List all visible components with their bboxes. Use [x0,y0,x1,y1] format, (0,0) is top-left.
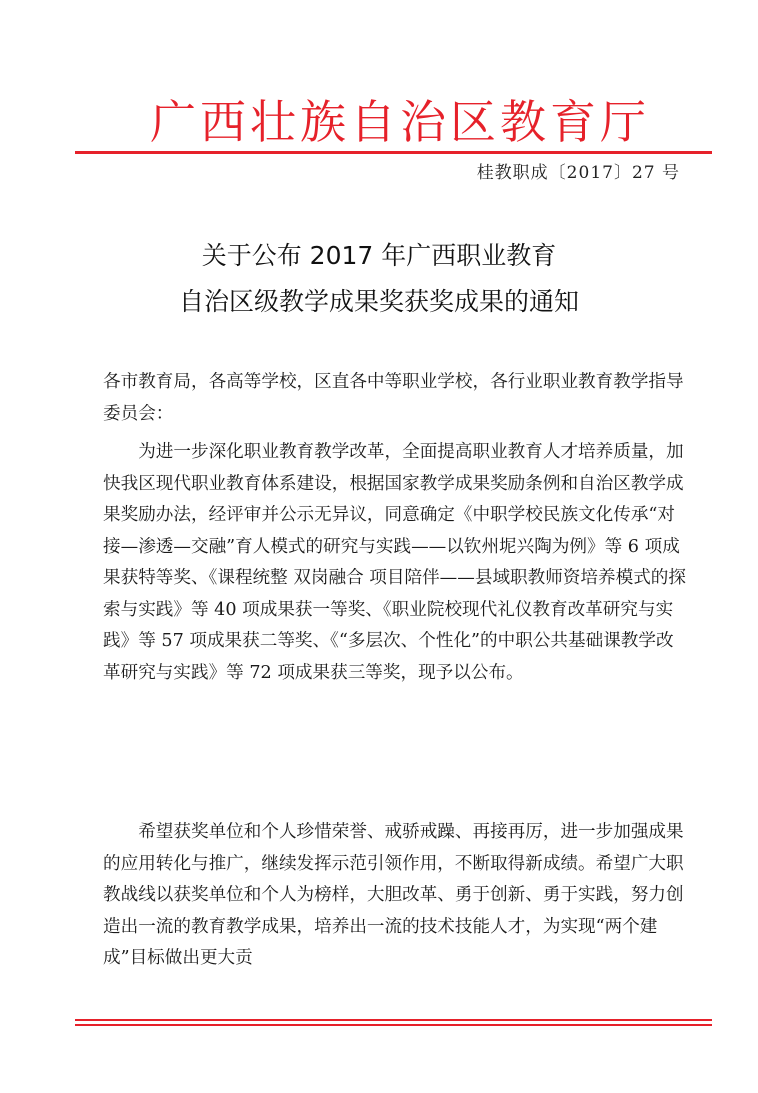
notice-title-line2: 自治区级教学成果奖获奖成果的通知 [178,287,579,316]
body-paragraph-1: 为进一步深化职业教育教学改革，全面提高职业教育人才培养质量，加快我区现代职业教育体系建设，根据国家教学成果奖励条例和自治区教学成果奖励办法，经评审并公示无异议，同意确定《中职学校民族文化传承“对接—渗透—交融”育人模式的研究与实践——以钦州坭兴陶为例》等 6 项成果获特等奖、《课程统整 双岗融合 项目陪伴——县域职教师资培养模式的探索与实践》等 40 项成果获一等奖、《职业院校现代礼仪教育改革研究与实践》等 57 项成果获二等奖、《“多层次、个性化”的中职公共基础课教学改革研究与实践》等 72 项成果获三等奖，现予以公布。 [103,442,686,683]
footer-red-rule-2 [75,1024,712,1026]
notice-title-line1: 关于公布 2017 年广西职业教育 [201,241,557,270]
footer-red-rule-1 [75,1019,712,1021]
issuer-letterhead: 广西壮族自治区教育厅 [150,95,650,149]
recipients-paragraph: 各市教育局，各高等学校，区直各中等职业学校，各行业职业教育教学指导委员会： [103,372,684,424]
document-number: 桂教职成〔2017〕27 号 [476,163,680,183]
body-paragraph-2: 希望获奖单位和个人珍惜荣誉、戒骄戒躁、再接再厉，进一步加强成果的应用转化与推广，继续发挥示范引领作用，不断取得新成绩。希望广大职教战线以获奖单位和个人为榜样，大胆改革、勇于创新、勇于实践，努力创造出一流的教育教学成果，培养出一流的技术技能人才，为实现“两个建成”目标做出更大贡 [103,822,684,968]
letterhead-red-rule [75,151,712,154]
